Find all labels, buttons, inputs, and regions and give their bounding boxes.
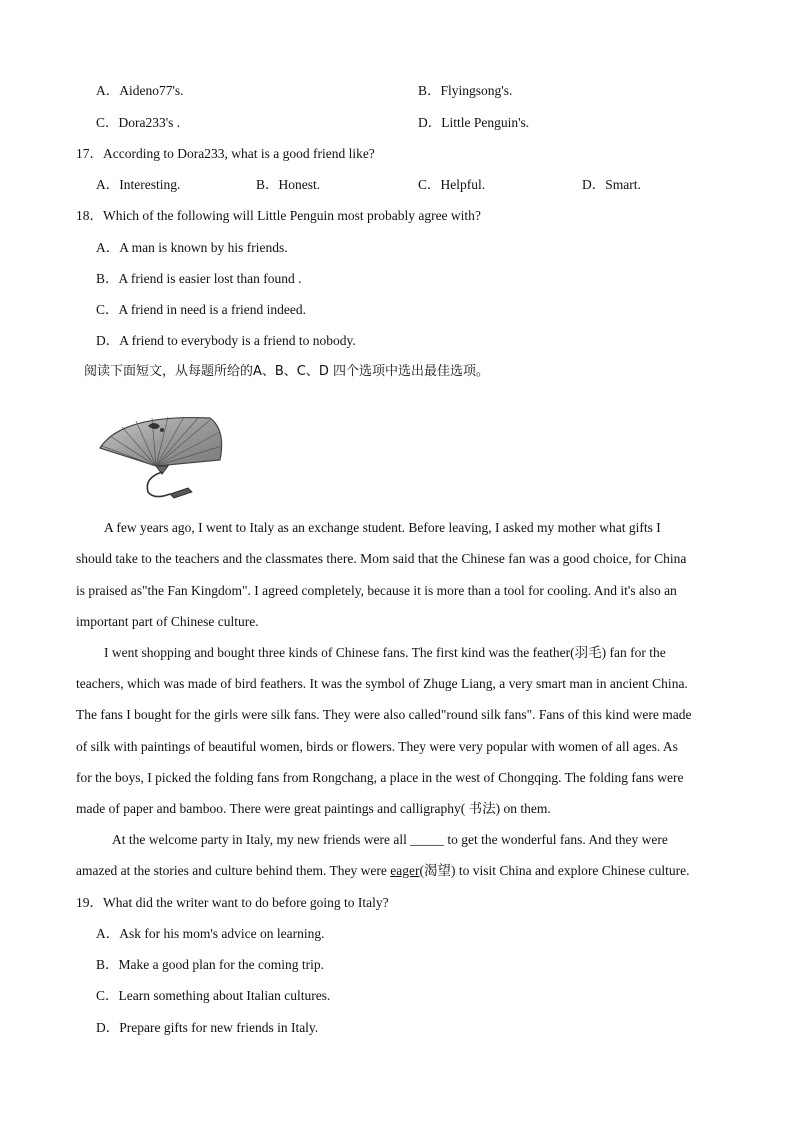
- q19-option-a: A．Ask for his mom's advice on learning.: [96, 926, 325, 941]
- folding-fan-image: [92, 408, 232, 504]
- passage-p2-line5: for the boys, I picked the folding fans from Rongchang, a place in the west of Chongqing. The folding fans were: [76, 770, 684, 785]
- q19-option-d: D．Prepare gifts for new friends in Italy.: [96, 1020, 319, 1035]
- passage-p3-line1: At the welcome party in Italy, my new friends were all _____ to get the wonderful fans. And they were: [112, 832, 668, 847]
- q18-option-d: D．A friend to everybody is a friend to nobody.: [96, 333, 356, 348]
- q19-option-b: B．Make a good plan for the coming trip.: [96, 957, 324, 972]
- passage-p3-line2-end: (渴望) to visit China and explore Chinese culture.: [419, 863, 690, 878]
- q18-option-b: B．A friend is easier lost than found .: [96, 271, 302, 286]
- passage-p2-line4: of silk with paintings of beautiful women, birds or flowers. They were very popular with women of all ages. As: [76, 739, 678, 754]
- q17-option-d: D．Smart.: [582, 177, 641, 192]
- passage-p3-line2-start: amazed at the stories and culture behind them. They were: [76, 863, 391, 878]
- passage-p2-line1: I went shopping and bought three kinds of Chinese fans. The first kind was the feather(羽毛) fan for the: [104, 645, 666, 660]
- passage-p3-line2: [76, 863, 689, 879]
- q18-option-c: C．A friend in need is a friend indeed.: [96, 302, 306, 317]
- q17-stem: 17．According to Dora233, what is a good friend like?: [76, 146, 375, 161]
- q19-stem: 19．What did the writer want to do before going to Italy?: [76, 895, 389, 910]
- passage-p2-line6: made of paper and bamboo. There were great paintings and calligraphy( 书法) on them.: [76, 801, 551, 816]
- q17-option-c: C．Helpful.: [418, 177, 486, 192]
- reading-instruction: 阅读下面短文，从每题所给的A、B、C、D 四个选项中选出最佳选项。: [84, 364, 490, 379]
- passage-p1-line2: should take to the teachers and the classmates there. Mom said that the Chinese fan was a good choice, for China: [76, 551, 687, 566]
- q16-option-b: B．Flyingsong's.: [418, 83, 513, 98]
- q17-option-b: B．Honest.: [256, 177, 321, 192]
- passage-p2-line2: teachers, which was made of bird feathers. It was the symbol of Zhuge Liang, a very smart man in ancient China.: [76, 676, 688, 691]
- q16-option-a: A．Aideno77's.: [96, 83, 184, 98]
- passage-p1-line4: important part of Chinese culture.: [76, 614, 259, 629]
- q17-option-a: A．Interesting.: [96, 177, 181, 192]
- q18-stem: 18．Which of the following will Little Penguin most probably agree with?: [76, 208, 481, 223]
- q16-option-d: D．Little Penguin's.: [418, 115, 530, 130]
- passage-p2-line3: The fans I bought for the girls were silk fans. They were also called"round silk fans". Fans of this kind were made: [76, 707, 692, 722]
- vocab-eager: eager: [390, 863, 420, 878]
- q18-option-a: A．A man is known by his friends.: [96, 240, 288, 255]
- passage-p1-line1: A few years ago, I went to Italy as an exchange student. Before leaving, I asked my mother what gifts I: [104, 520, 661, 535]
- q19-option-c: C．Learn something about Italian cultures.: [96, 988, 331, 1003]
- passage-p1-line3: is praised as"the Fan Kingdom". I agreed completely, because it is more than a tool for cooling. And it's also an: [76, 583, 677, 598]
- q16-option-c: C．Dora233's .: [96, 115, 181, 130]
